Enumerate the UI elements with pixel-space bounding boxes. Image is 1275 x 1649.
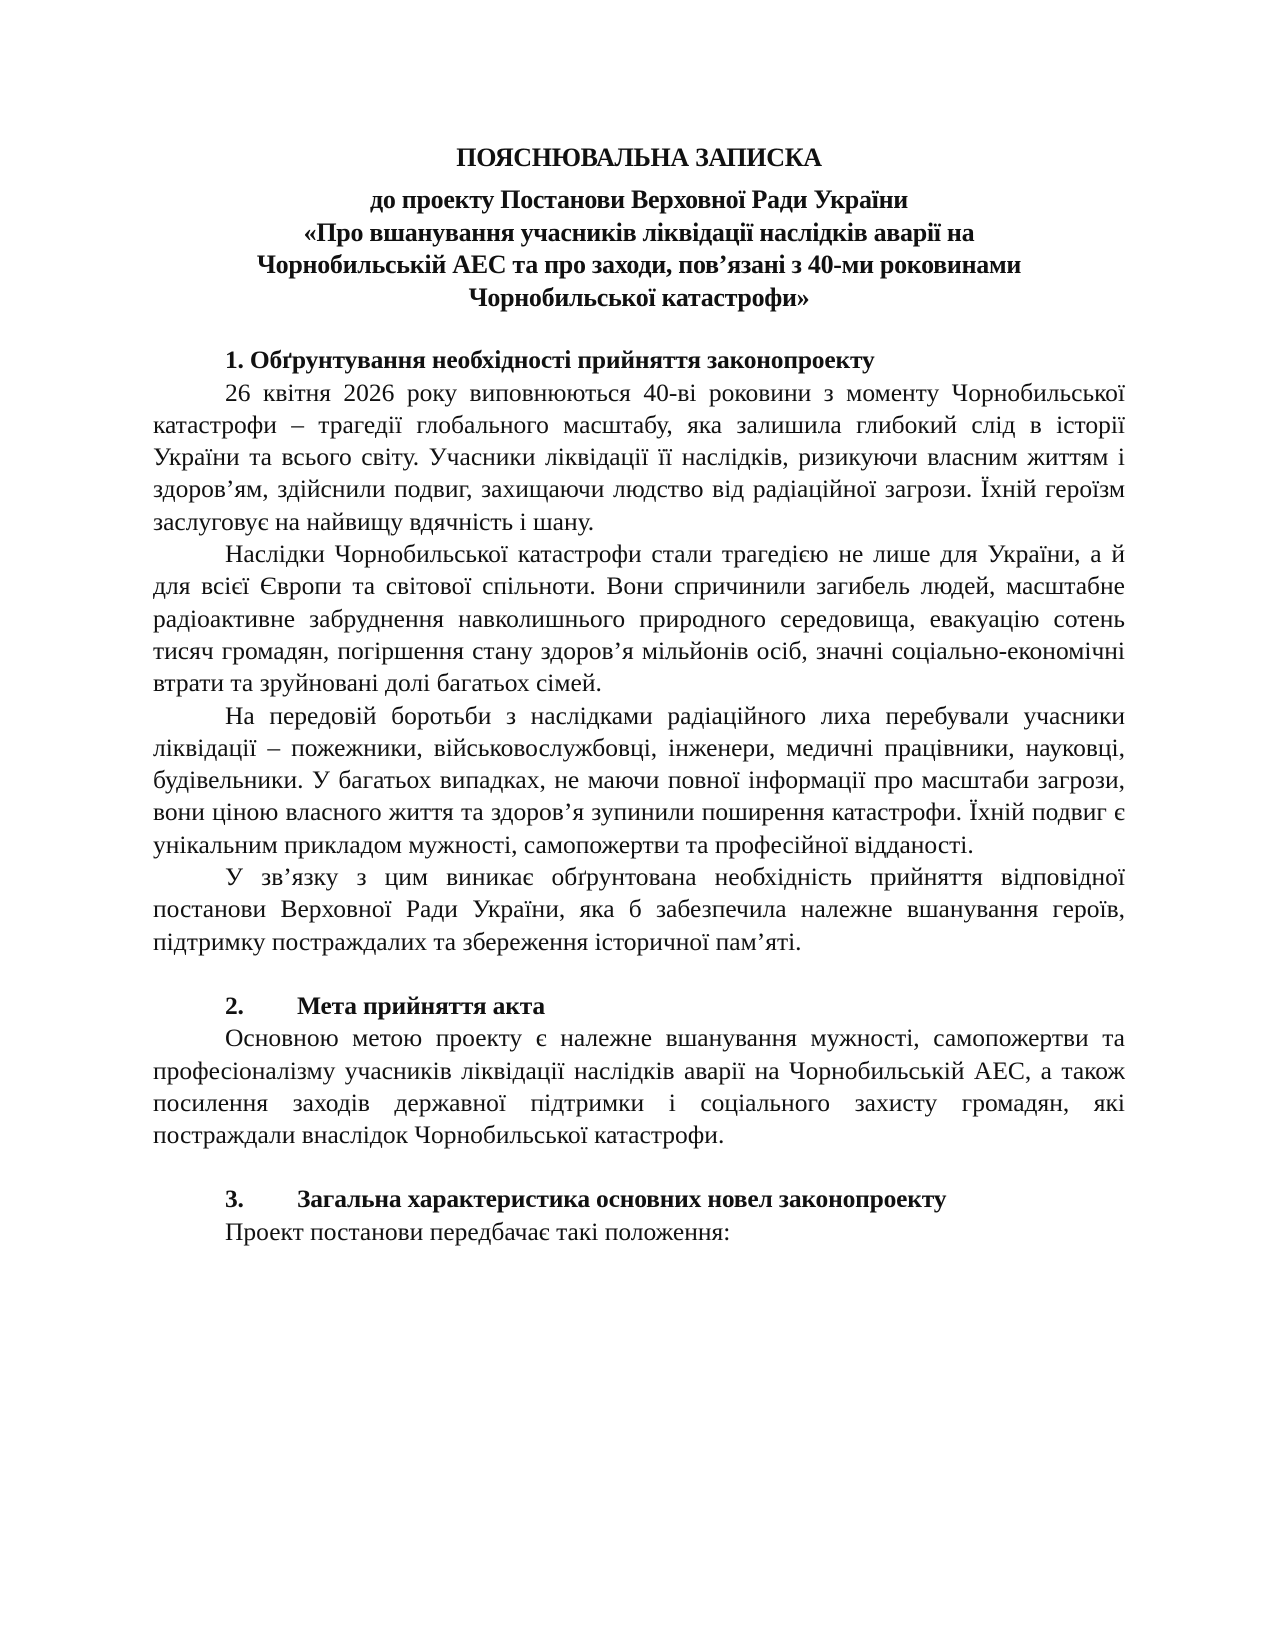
section-purpose bbox=[153, 990, 1125, 1151]
section-number: 3. bbox=[225, 1184, 244, 1214]
section-justification bbox=[153, 344, 1125, 958]
section-heading bbox=[153, 990, 1125, 1022]
paragraph: У зв’язку з цим виникає обґрунтована необхідність прийняття відповідної постанови Верховної Ради України, яка б забезпечила належне вшанування героїв, підтримку постраждалих та збереження історичної пам’яті. bbox=[153, 862, 1125, 956]
section-heading bbox=[153, 1183, 1125, 1215]
document-body bbox=[153, 142, 1125, 1248]
document-subtitle-line: Чорнобильській АЕС та про заходи, пов’язані з 40-ми роковинами bbox=[256, 250, 1022, 280]
section-number: 1. bbox=[225, 345, 244, 375]
section-heading-text: Загальна характеристика основних новел законопроекту bbox=[297, 1184, 947, 1214]
section-heading-text: Мета прийняття акта bbox=[297, 990, 545, 1020]
document-title: ПОЯСНЮВАЛЬНА ЗАПИСКА bbox=[456, 143, 822, 172]
section-overview bbox=[153, 1183, 1125, 1248]
section-heading bbox=[153, 344, 1125, 376]
document-subtitle-line: до проекту Постанови Верховної Ради України bbox=[370, 185, 908, 215]
paragraph: Основною метою проекту є належне вшанування мужності, самопожертви та професіоналізму учасників ліквідації наслідків аварії на Чорнобильській АЕС, а також посилення заходів державної підтримки і соціального захисту громадян, які постраждали внаслідок Чорнобильської катастрофи. bbox=[153, 1023, 1125, 1150]
paragraph: На передовій боротьби з наслідками радіаційного лиха перебували учасники ліквідації – пожежники, військовослужбовці, інженери, медичні працівники, науковці, будівельники. У багатьох випадках, не маючи повної інформації про масштаби загрози, вони ціною власного життя та здоров’я зупинили поширення катастрофи. Їхній подвиг є унікальним прикладом мужності, самопожертви та професійної відданості. bbox=[153, 700, 1125, 859]
paragraph: Проект постанови передбачає такі положення: bbox=[225, 1216, 731, 1246]
paragraph: 26 квітня 2026 року виповнюються 40-ві роковини з моменту Чорнобильської катастрофи – трагедії глобального масштабу, яка залишила глибокий слід в історії України та всього світу. Учасники ліквідації її наслідків, ризикуючи власним життям і здоров’ям, здійснили подвиг, захищаючи людство від радіаційної загрози. Їхній героїзм заслуговує на найвищу вдячність і шану. bbox=[153, 377, 1125, 536]
section-heading-text: Обґрунтування необхідності прийняття законопроекту bbox=[249, 345, 875, 375]
document-subtitle-line: «Про вшанування учасників ліквідації наслідків аварії на bbox=[303, 217, 975, 247]
document-subtitle-line: Чорнобильської катастрофи» bbox=[468, 282, 810, 312]
paragraph: Наслідки Чорнобильської катастрофи стали трагедією не лише для України, а й для всієї Європи та світової спільноти. Вони спричинили загибель людей, масштабне радіоактивне забруднення навколишнього природного середовища, евакуацію сотень тисяч громадян, погіршення стану здоров’я мільйонів осіб, значні соціально-економічні втрати та зруйновані долі багатьох сімей. bbox=[153, 539, 1125, 698]
section-number: 2. bbox=[225, 990, 244, 1020]
